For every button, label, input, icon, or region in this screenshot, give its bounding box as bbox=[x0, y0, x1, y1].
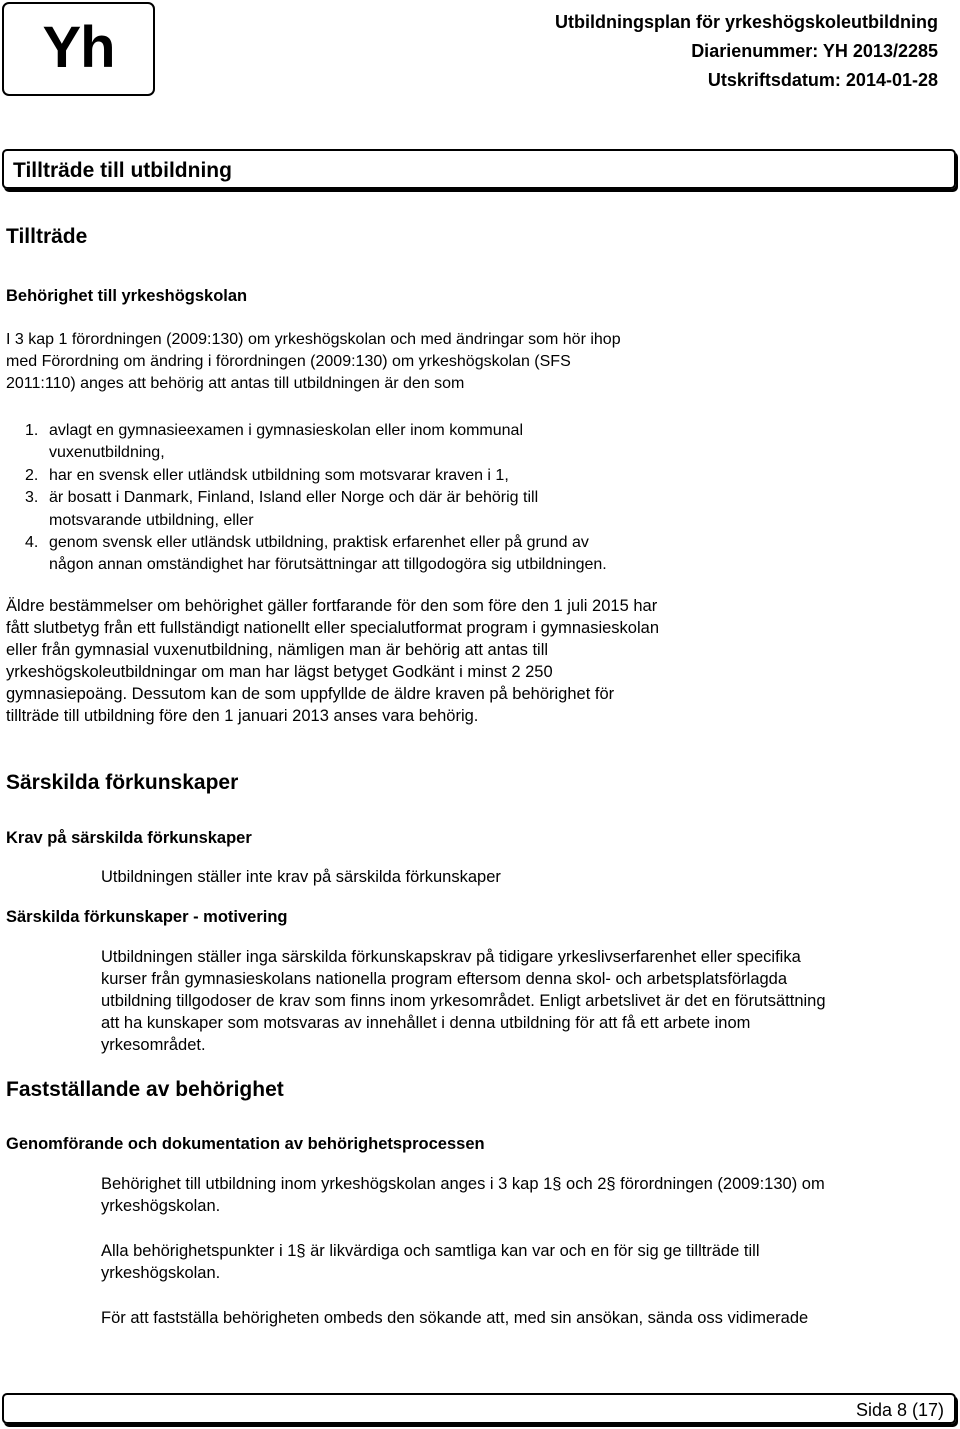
genomforande-subheading: Genomförande och dokumentation av behörighetsprocessen bbox=[6, 1135, 485, 1153]
motivering-text bbox=[101, 946, 826, 1056]
text-line: 2011:110) anges att behörig att antas till utbildningen är den som bbox=[6, 375, 465, 392]
text-line: yrkeshögskolan. bbox=[101, 1264, 221, 1282]
sarskilda-heading: Särskilda förkunskaper bbox=[6, 771, 239, 794]
motivering-subheading: Särskilda förkunskaper - motivering bbox=[6, 908, 288, 926]
text-line: Äldre bestämmelser om behörighet gäller fortfarande för den som före den 1 juli 2015 har bbox=[6, 597, 658, 615]
behorighet-subheading: Behörighet till yrkeshögskolan bbox=[6, 287, 248, 305]
text-line: fått slutbetyg från ett fullständigt nationellt eller specialutformat program i gymnasieskolan bbox=[6, 619, 659, 637]
text-line: kurser från gymnasieskolans nationella program eftersom denna skol- och arbetsplatsförlagda bbox=[101, 970, 788, 988]
list-number: 1. bbox=[25, 422, 39, 439]
paragraph bbox=[101, 1173, 825, 1217]
text-line: yrkeshögskoleutbildningar om man har lägst betyget Godkänt i minst 2 250 bbox=[6, 663, 553, 681]
section-header bbox=[2, 149, 956, 189]
text-line: tillträde till utbildning före den 1 januari 2013 anses vara behörig. bbox=[6, 707, 479, 725]
text-line: vuxenutbildning, bbox=[49, 444, 165, 462]
document-title: Utbildningsplan för yrkeshögskoleutbildning bbox=[554, 12, 938, 32]
list-number: 4. bbox=[25, 534, 39, 552]
text-line: att ha kunskaper som motsvaras av innehållet i denna utbildning för att få ett arbete inom bbox=[101, 1014, 751, 1032]
text-line: har en svensk eller utländsk utbildning som motsvarar kraven i 1, bbox=[49, 466, 509, 484]
intro-text bbox=[6, 329, 621, 395]
text-line: gymnasiepoäng. Dessutom kan de som uppfyllde de äldre kraven på behörighet för bbox=[6, 685, 615, 703]
text-line: eller från gymnasial vuxenutbildning, nämligen man är behörig att antas till bbox=[6, 641, 549, 659]
list-item bbox=[25, 420, 607, 465]
text-line: motsvarande utbildning, eller bbox=[49, 511, 254, 529]
list-item bbox=[25, 487, 607, 532]
list-number: 2. bbox=[25, 466, 39, 484]
logo bbox=[2, 2, 155, 96]
footer bbox=[2, 1393, 956, 1424]
text-line: Alla behörighetspunkter i 1§ är likvärdiga och samtliga kan var och en för sig ge tillträde till bbox=[101, 1242, 760, 1260]
list-number: 3. bbox=[25, 489, 39, 507]
krav-text: Utbildningen ställer inte krav på särskilda förkunskaper bbox=[101, 868, 501, 886]
older-rules-text bbox=[6, 595, 659, 727]
text-line: är bosatt i Danmark, Finland, Island eller Norge och där är behörig till bbox=[49, 489, 539, 507]
text-line: Behörighet till utbildning inom yrkeshögskolan anges i 3 kap 1§ och 2§ förordningen (2009:130) om bbox=[101, 1175, 825, 1193]
print-date: Utskriftsdatum: 2014-01-28 bbox=[707, 70, 938, 90]
list-item bbox=[25, 465, 607, 487]
text-line: med Förordning om ändring i förordningen (2009:130) om yrkeshögskolan (SFS bbox=[6, 353, 571, 370]
text-line: I 3 kap 1 förordningen (2009:130) om yrkeshögskolan och med ändringar som hör ihop bbox=[6, 331, 621, 348]
section-title: Tillträde till utbildning bbox=[13, 159, 232, 182]
text-line: avlagt en gymnasieexamen i gymnasieskolan eller inom kommunal bbox=[49, 422, 524, 439]
text-line: yrkeshögskolan. bbox=[101, 1197, 221, 1215]
krav-subheading: Krav på särskilda förkunskaper bbox=[6, 829, 252, 847]
page-number: Sida 8 (17) bbox=[855, 1400, 944, 1420]
text-line: Utbildningen ställer inga särskilda förkunskapskrav på tidigare yrkeslivserfarenhet eller specifika bbox=[101, 948, 801, 966]
paragraph bbox=[101, 1240, 760, 1284]
tilltrade-heading: Tillträde bbox=[6, 225, 88, 248]
text-line: utbildning tillgodoser de krav som finns inom yrkesområdet. Enligt arbetslivet är det en förutsättning bbox=[101, 992, 826, 1010]
text-line: yrkesområdet. bbox=[101, 1036, 206, 1054]
behorighet-list bbox=[25, 420, 607, 577]
text-line: genom svensk eller utländsk utbildning, praktisk erfarenhet eller på grund av bbox=[49, 534, 589, 552]
paragraph bbox=[101, 1307, 808, 1329]
list-item bbox=[25, 532, 607, 577]
faststallande-heading: Fastställande av behörighet bbox=[6, 1078, 284, 1101]
diarienummer: Diarienummer: YH 2013/2285 bbox=[691, 41, 938, 61]
text-line: någon annan omständighet har förutsättningar att tillgodogöra sig utbildningen. bbox=[49, 556, 607, 574]
logo-text: Yh bbox=[42, 14, 115, 80]
text-line: För att fastställa behörigheten ombeds den sökande att, med sin ansökan, sända oss vidimerade bbox=[101, 1309, 809, 1327]
